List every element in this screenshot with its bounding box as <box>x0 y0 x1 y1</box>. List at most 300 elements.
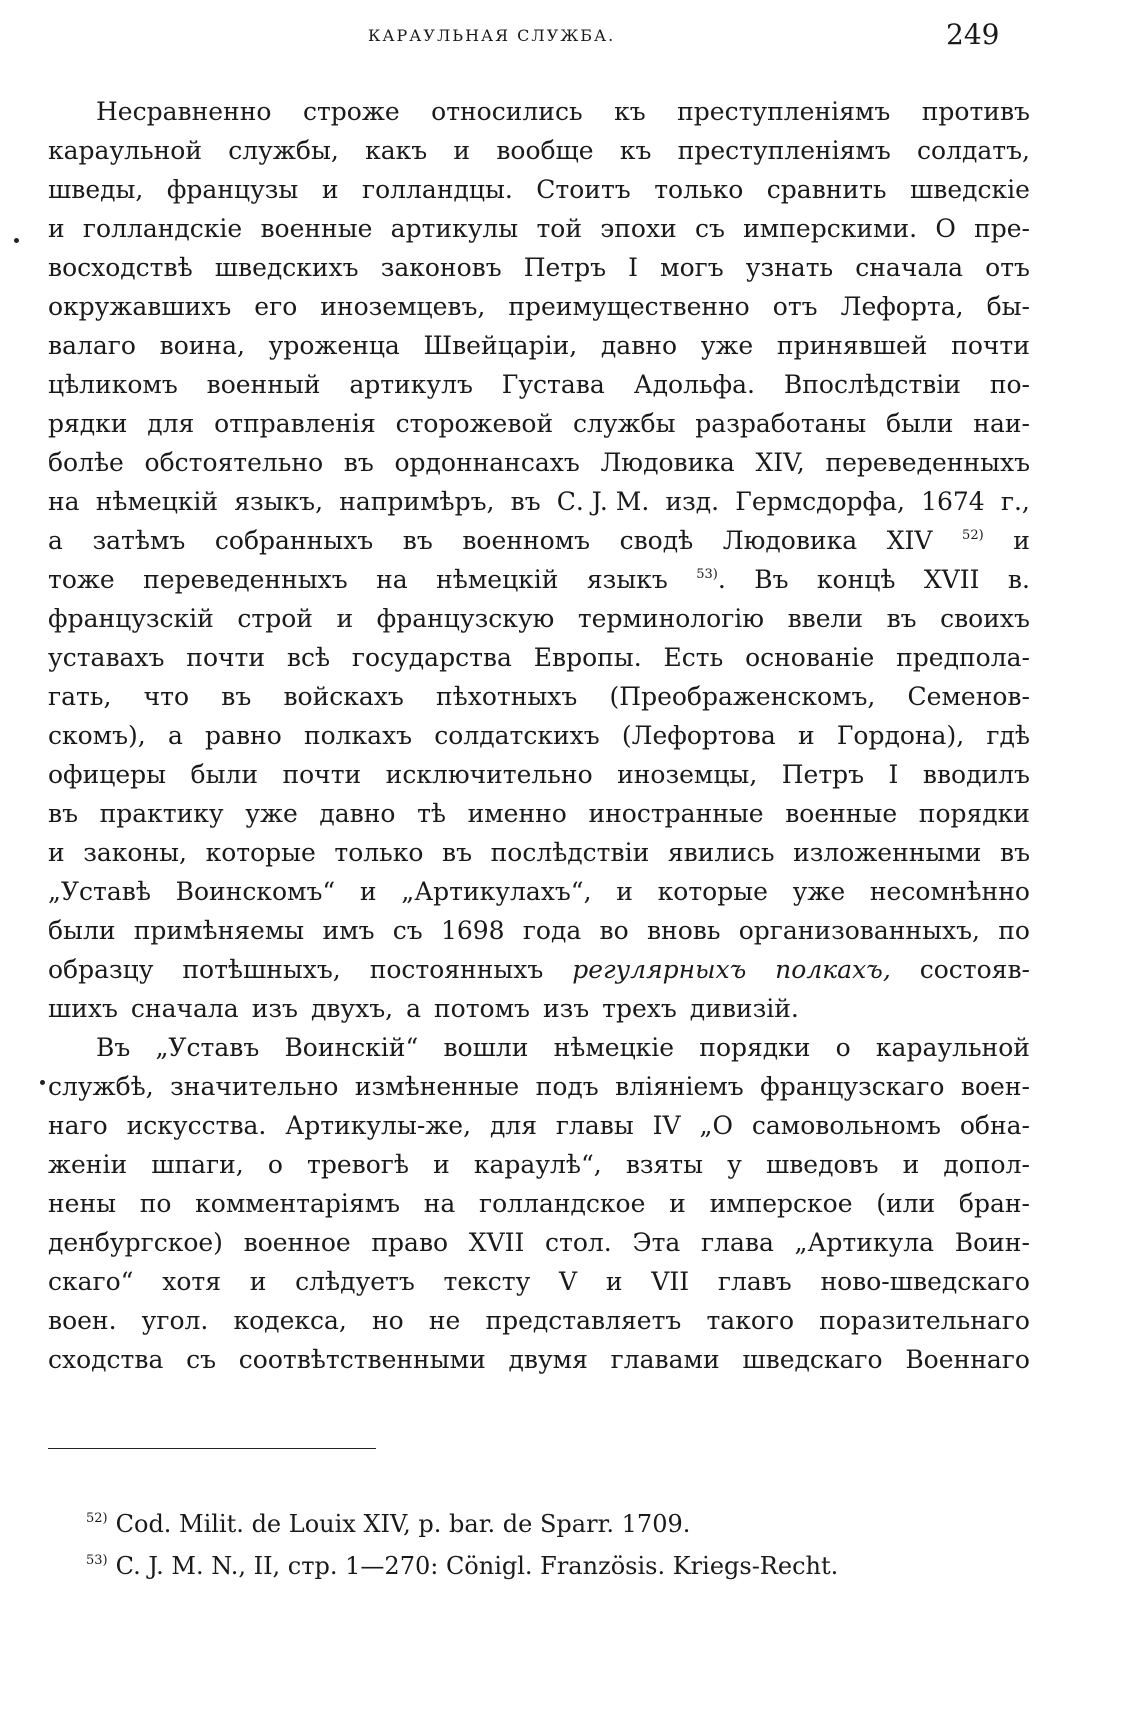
word: взяты <box>625 1150 704 1179</box>
word: преступленіямъ <box>677 136 891 165</box>
word: и <box>453 136 471 165</box>
word: шведскіе <box>910 175 1030 204</box>
word: вошли <box>443 1033 529 1062</box>
word: самовольномъ <box>751 1111 941 1140</box>
word: по <box>998 916 1030 945</box>
word: явились <box>667 838 775 867</box>
text-line <box>48 1028 1030 1067</box>
word: цѣликомъ <box>48 370 178 399</box>
word: скаго“ <box>48 1267 134 1296</box>
word: преступленіямъ <box>677 97 891 126</box>
word: вліяніемъ <box>615 1072 744 1101</box>
word: въ <box>442 838 473 867</box>
text-line <box>48 1223 1030 1262</box>
word: предпола- <box>896 643 1030 672</box>
text-line <box>48 248 1030 287</box>
word: соотвѣтственными <box>238 1345 486 1374</box>
word: съ <box>392 916 423 945</box>
word: и <box>249 1267 267 1296</box>
word: трехъ <box>602 994 677 1023</box>
word: не <box>428 1306 461 1335</box>
word: эпохи <box>600 214 677 243</box>
word: той <box>536 214 582 243</box>
word: и <box>605 1267 623 1296</box>
footnote <box>86 1545 1030 1587</box>
word: службѣ, <box>48 1072 154 1101</box>
word: только <box>654 175 744 204</box>
word: Семенов- <box>907 682 1030 711</box>
word: женіи <box>48 1150 128 1179</box>
word: Есть <box>663 643 724 672</box>
word: солдатскихъ <box>434 721 600 750</box>
word: воен. <box>48 1306 117 1335</box>
word: солдатъ, <box>917 136 1030 165</box>
word: С. J. M. <box>556 487 650 516</box>
word: воина, <box>159 331 245 360</box>
word: „Уставѣ <box>48 877 151 906</box>
word: в. <box>1007 565 1030 594</box>
word: а <box>167 721 183 750</box>
text-line <box>48 911 1030 950</box>
text-line <box>48 365 1030 404</box>
word: шведскихъ <box>214 253 359 282</box>
word: практику <box>99 799 224 828</box>
word: давно <box>319 799 396 828</box>
word: постоянныхъ <box>369 955 544 984</box>
print-speck <box>40 1080 45 1085</box>
word: Воин- <box>954 1228 1030 1257</box>
word: стол. <box>545 1228 612 1257</box>
footnote-text: C. J. M. N., II, стр. 1—270: Cönigl. Französis. Kriegs-Recht. <box>115 1552 839 1580</box>
word: о <box>267 1150 283 1179</box>
word: переведенныхъ <box>825 448 1030 477</box>
word: сравнить <box>766 175 887 204</box>
footnote-mark: 52) <box>86 1511 108 1526</box>
word: о <box>835 1033 851 1062</box>
word: военное <box>243 1228 351 1257</box>
word: валаго <box>48 331 136 360</box>
word: военные <box>260 214 373 243</box>
word: Артикулы-же, <box>285 1111 472 1140</box>
word: и <box>48 838 65 867</box>
word: нѣмецкій <box>95 487 219 516</box>
word: напримѣръ, <box>339 487 495 516</box>
word: наго <box>48 1111 108 1140</box>
word: I <box>888 760 899 789</box>
footnotes <box>86 1503 1030 1587</box>
word: слѣдуетъ <box>295 1267 415 1296</box>
text-line <box>48 560 1030 599</box>
word: французскаго <box>760 1072 945 1101</box>
word: а <box>406 994 421 1023</box>
word: представляетъ <box>485 1306 682 1335</box>
word: строже <box>302 97 400 126</box>
word: IV <box>652 1111 681 1140</box>
word: Воинскій“ <box>284 1033 419 1062</box>
word: 1698 <box>440 916 505 945</box>
word: и <box>433 1150 450 1179</box>
text-line <box>48 794 1030 833</box>
word: Гермсдорфа, <box>735 487 905 516</box>
word: ввели <box>787 604 864 633</box>
word: вообще <box>496 136 594 165</box>
word: которые <box>657 877 768 906</box>
word: бран- <box>958 1189 1030 1218</box>
word: на <box>423 1189 456 1218</box>
word: гдѣ <box>986 721 1030 750</box>
text-line <box>48 1106 1030 1145</box>
text-line <box>48 989 1030 1028</box>
word: языкъ, <box>234 487 324 516</box>
word: сводѣ <box>619 526 694 555</box>
word: артикулъ <box>349 370 473 399</box>
word: для <box>489 1111 537 1140</box>
word: переведенныхъ <box>143 565 348 594</box>
footnote-text: Cod. Milit. de Louix XIV, p. bar. de Sparr. 1709. <box>115 1510 691 1538</box>
word: отъ <box>985 253 1030 282</box>
word: 1674 <box>921 487 985 516</box>
word: военномъ <box>462 526 590 555</box>
word: допол- <box>943 1150 1030 1179</box>
word: въ <box>48 799 78 828</box>
word: VII <box>651 1267 690 1296</box>
word: затѣмъ <box>92 526 186 555</box>
word: Европы. <box>533 643 642 672</box>
word: Швейцаріи, <box>423 331 578 360</box>
word: французы <box>166 175 299 204</box>
word: вновь <box>646 916 721 945</box>
word: обна- <box>959 1111 1030 1140</box>
word: только <box>334 838 424 867</box>
word: Людовика <box>600 448 735 477</box>
text-line <box>48 443 1030 482</box>
word: Густава <box>501 370 605 399</box>
word: состояв- <box>919 955 1030 984</box>
word: нѣмецкій <box>436 565 559 594</box>
word: (Лефортова <box>621 721 776 750</box>
word: войскахъ <box>283 682 404 711</box>
word: года <box>522 916 582 945</box>
word: имперское <box>709 1189 853 1218</box>
word: и <box>616 877 633 906</box>
word: искусства. <box>126 1111 267 1140</box>
word: порядки <box>699 1033 811 1062</box>
word: организованныхъ, <box>738 916 980 945</box>
word: въ <box>886 604 917 633</box>
word: въ <box>402 526 433 555</box>
text-line <box>48 1145 1030 1184</box>
word: бы- <box>986 292 1030 321</box>
word: ново-шведскаго <box>820 1267 1030 1296</box>
word: Петръ <box>523 253 607 282</box>
word: „Артикула <box>794 1228 935 1257</box>
word: „О <box>699 1111 733 1140</box>
word: законовъ <box>380 253 502 282</box>
word: дивизій. <box>689 994 799 1023</box>
word: у <box>727 1150 742 1179</box>
word: Лефорта, <box>840 292 964 321</box>
word: тоже <box>48 565 115 594</box>
word: главы <box>555 1111 634 1140</box>
word: комментаріямъ <box>195 1189 401 1218</box>
word: но <box>371 1306 404 1335</box>
word: полкахъ <box>303 721 413 750</box>
word: караульной <box>875 1033 1030 1062</box>
word: своихъ <box>940 604 1030 633</box>
word: собранныхъ <box>214 526 374 555</box>
word: значительно <box>170 1072 339 1101</box>
word: Адольфа. <box>633 370 755 399</box>
word: шведовъ <box>765 1150 879 1179</box>
word: и <box>902 1150 920 1179</box>
text-line <box>48 404 1030 443</box>
word: шпаги, <box>151 1150 244 1179</box>
word: сначала <box>855 253 964 282</box>
word: были <box>885 409 954 438</box>
word: по <box>139 1189 172 1218</box>
word: полкахъ, <box>775 955 891 984</box>
word: уже <box>245 799 298 828</box>
word: сначала <box>130 994 239 1023</box>
word: офицеры <box>48 760 167 789</box>
word: „Уставъ <box>155 1033 260 1062</box>
footnote-mark: 53) <box>86 1553 108 1568</box>
word: образцу <box>48 955 154 984</box>
word: Несравненно <box>96 97 272 126</box>
word: измѣненные <box>354 1072 520 1101</box>
word: наи- <box>973 409 1030 438</box>
word: въ <box>1000 838 1030 867</box>
word: основаніе <box>745 643 875 672</box>
word: уставахъ <box>48 643 165 672</box>
word: такого <box>706 1306 795 1335</box>
word: скомъ), <box>48 721 146 750</box>
word: ордоннансахъ <box>394 448 580 477</box>
text-line <box>48 1262 1030 1301</box>
word: почти <box>951 331 1030 360</box>
word: для <box>147 409 195 438</box>
word: какъ <box>365 136 428 165</box>
word: французскій <box>48 604 214 633</box>
word: Стоитъ <box>536 175 631 204</box>
text-line <box>48 1301 1030 1340</box>
text-line <box>48 833 1030 872</box>
word: О <box>935 214 956 243</box>
word: XVII <box>468 1228 525 1257</box>
word: глава <box>700 1228 774 1257</box>
body-text <box>48 92 1030 1379</box>
word: хотя <box>162 1267 221 1296</box>
word: государства <box>351 643 512 672</box>
word: строй <box>237 604 313 633</box>
word: право <box>371 1228 449 1257</box>
word: въ <box>510 487 541 516</box>
word: именно <box>467 799 567 828</box>
footnote <box>86 1503 1030 1545</box>
word: изъ <box>542 994 590 1023</box>
word: голландскіе <box>82 214 243 243</box>
word: угол. <box>141 1306 209 1335</box>
word: отъ <box>772 292 818 321</box>
word: всѣ <box>286 643 331 672</box>
text-line <box>48 716 1030 755</box>
word: что <box>143 682 190 711</box>
text-line <box>48 638 1030 677</box>
word: его <box>254 292 298 321</box>
word: главъ <box>717 1267 792 1296</box>
word: подъ <box>535 1072 599 1101</box>
word: сходства <box>48 1345 164 1374</box>
word: отправленія <box>214 409 376 438</box>
word: тексту <box>443 1267 531 1296</box>
word: $^{53)}$. <box>696 565 726 594</box>
word: службы <box>572 409 676 438</box>
page-number: 249 <box>946 18 1000 51</box>
word: нѣмецкіе <box>553 1033 675 1062</box>
word: рядки <box>48 409 128 438</box>
word: гать, <box>48 682 112 711</box>
word: поразительнаго <box>819 1306 1030 1335</box>
word: съ <box>694 214 725 243</box>
word: Въ <box>754 565 789 594</box>
word: къ <box>614 97 646 126</box>
word: противъ <box>921 97 1030 126</box>
text-line <box>48 1067 1030 1106</box>
word: Петръ <box>781 760 865 789</box>
word: узнать <box>745 253 834 282</box>
word: исключительно <box>385 760 593 789</box>
word: потомъ <box>433 994 530 1023</box>
word: изд. <box>665 487 720 516</box>
word: главами <box>610 1345 720 1374</box>
word: воен- <box>960 1072 1030 1101</box>
word: уже <box>792 877 846 906</box>
word: тревогѣ <box>307 1150 409 1179</box>
word: пре- <box>974 214 1030 243</box>
word: могъ <box>660 253 724 282</box>
word: почти <box>282 760 362 789</box>
word: I <box>628 253 639 282</box>
word: пѣхотныхъ <box>436 682 578 711</box>
word: нены <box>48 1189 117 1218</box>
text-line <box>48 1340 1030 1379</box>
word: французскую <box>376 604 555 633</box>
word: имъ <box>322 916 375 945</box>
word: двухъ, <box>310 994 394 1023</box>
word: концѣ <box>816 565 896 594</box>
word: и <box>336 604 354 633</box>
text-line <box>48 92 1030 131</box>
word: XIV <box>886 526 933 555</box>
word: иностранные <box>588 799 764 828</box>
word: Военнаго <box>905 1345 1030 1374</box>
text-line <box>48 872 1030 911</box>
word: были <box>48 916 116 945</box>
word: примѣняемы <box>133 916 305 945</box>
word: шведы, <box>48 175 144 204</box>
word: военные <box>785 799 898 828</box>
word: на <box>48 487 80 516</box>
word: караулѣ“, <box>473 1150 602 1179</box>
word: имперскими. <box>743 214 918 243</box>
word: Эта <box>632 1228 681 1257</box>
text-line <box>48 1184 1030 1223</box>
word: XIV, <box>755 448 805 477</box>
word: уже <box>700 331 754 360</box>
word: Людовика <box>722 526 858 555</box>
word: Воинскомъ“ <box>175 877 336 906</box>
word: разработаны <box>695 409 867 438</box>
print-speck <box>14 238 19 243</box>
word: обстоятельно <box>144 448 324 477</box>
word: и <box>669 1189 686 1218</box>
word: кодекса, <box>233 1306 347 1335</box>
word: почти <box>186 643 266 672</box>
word: Въ <box>96 1033 131 1062</box>
word: языкъ <box>586 565 668 594</box>
word: караульной <box>48 136 203 165</box>
word: восходствѣ <box>48 253 193 282</box>
word: службы, <box>228 136 339 165</box>
word: „Артикулахъ“, <box>401 877 592 906</box>
word: вводилъ <box>922 760 1030 789</box>
text-line <box>48 677 1030 716</box>
word: шведскаго <box>742 1345 883 1374</box>
word: 52) <box>962 528 984 543</box>
word: давно <box>600 331 677 360</box>
word: терминологію <box>577 604 765 633</box>
word: были <box>190 760 259 789</box>
word: въ <box>221 682 252 711</box>
word: военный <box>206 370 321 399</box>
word: V <box>559 1267 578 1296</box>
word: (Преображенскомъ, <box>609 682 876 711</box>
word: въ <box>343 448 374 477</box>
word: денбургское) <box>48 1228 223 1257</box>
word: и <box>321 175 339 204</box>
word: сторожевой <box>395 409 554 438</box>
word: Гордона), <box>836 721 965 750</box>
word: г., <box>1000 487 1030 516</box>
word: (или <box>876 1189 936 1218</box>
word: потѣшныхъ, <box>182 955 341 984</box>
word: и <box>797 721 815 750</box>
word: иноземцы, <box>617 760 758 789</box>
running-title: КАРАУЛЬНАЯ СЛУЖБА. <box>368 26 616 45</box>
word: изложенными <box>793 838 982 867</box>
word: голландцы. <box>362 175 513 204</box>
word: равно <box>205 721 282 750</box>
word: Впослѣдствіи <box>783 370 961 399</box>
word: XVII <box>923 565 980 594</box>
text-line <box>48 287 1030 326</box>
word: уроженца <box>268 331 400 360</box>
word: которые <box>205 838 316 867</box>
word: къ <box>619 136 652 165</box>
word: а <box>48 526 63 555</box>
word: голландское <box>479 1189 646 1218</box>
word: съ <box>186 1345 217 1374</box>
word: болѣе <box>48 448 124 477</box>
word: регулярныхъ <box>572 955 747 984</box>
word: законы, <box>83 838 187 867</box>
word: иноземцевъ, <box>320 292 486 321</box>
word: относились <box>431 97 583 126</box>
text-line <box>48 131 1030 170</box>
word: и <box>359 877 377 906</box>
text-line <box>48 170 1030 209</box>
text-line <box>48 521 1030 560</box>
